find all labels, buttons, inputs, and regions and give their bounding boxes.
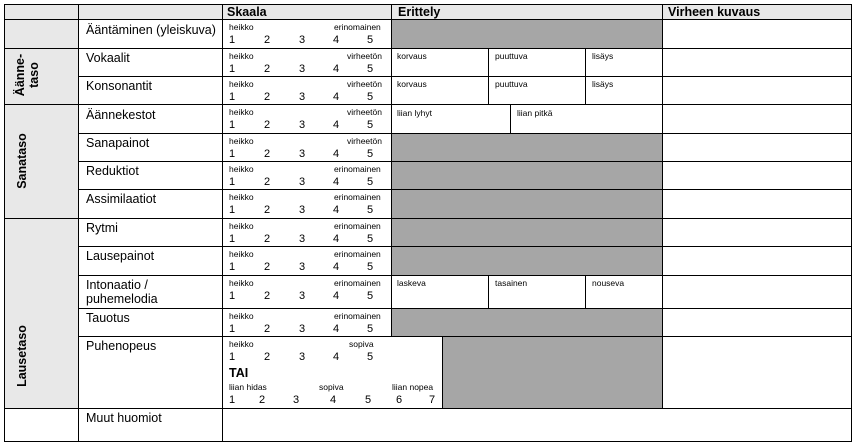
scale-number: 5 <box>367 323 374 335</box>
scale-high-label: erinomainen <box>334 311 381 321</box>
scale-too-slow-label: liian hidas <box>229 382 267 392</box>
row-label-vowels: Vokaalit <box>86 51 130 65</box>
scale-number: 1 <box>229 63 236 75</box>
scale-number: 4 <box>333 148 340 160</box>
scale-number: 4 <box>333 204 340 216</box>
scale-number: 1 <box>229 204 236 216</box>
scale-number: 4 <box>333 290 340 302</box>
scale-number: 4 <box>333 91 340 103</box>
scale-number: 1 <box>229 394 236 406</box>
scale-number: 3 <box>299 148 306 160</box>
or-label: TAI <box>229 366 249 380</box>
scale-number: 1 <box>229 148 236 160</box>
scale-number: 3 <box>299 261 306 273</box>
scale-too-fast-label: liian nopea <box>392 382 434 392</box>
row-label-pronunciation-overall: Ääntäminen (yleiskuva) <box>86 23 216 37</box>
header-error-description: Virheen kuvaus <box>668 5 761 19</box>
scale-number: 2 <box>264 261 271 273</box>
scale-high-label: virheetön <box>347 136 382 146</box>
scale-number: 2 <box>264 34 271 46</box>
scale-low-label: heikko <box>229 136 254 146</box>
scale-low-label: heikko <box>229 278 254 288</box>
scale-number: 1 <box>229 323 236 335</box>
scale-number: 5 <box>367 148 374 160</box>
table-border <box>4 4 852 442</box>
scale-low-label: heikko <box>229 107 254 117</box>
scale-low-label: heikko <box>229 311 254 321</box>
scale-low-label: heikko <box>229 339 254 349</box>
header-breakdown: Erittely <box>398 5 441 19</box>
scale-number: 2 <box>264 351 271 363</box>
scale-low-label: heikko <box>229 192 254 202</box>
header-scale: Skaala <box>227 5 267 19</box>
scale-number: 3 <box>299 34 306 46</box>
scale-high-label: erinomainen <box>334 164 381 174</box>
scale-number: 3 <box>299 204 306 216</box>
row-label-rhythm: Rytmi <box>86 221 118 235</box>
scale-low-label: heikko <box>229 51 254 61</box>
scale-low-label: heikko <box>229 249 254 259</box>
scale-number: 3 <box>299 233 306 245</box>
breakdown-too-long: liian pitkä <box>517 108 553 118</box>
scale-number: 5 <box>367 261 374 273</box>
scale-number: 4 <box>333 176 340 188</box>
scale-number: 5 <box>367 91 374 103</box>
scale-number: 2 <box>264 204 271 216</box>
scale-number: 2 <box>264 233 271 245</box>
scale-number: 3 <box>299 119 306 131</box>
row-label-pausing: Tauotus <box>86 311 130 325</box>
row-label-reductions: Reduktiot <box>86 164 139 178</box>
scale-number: 5 <box>367 233 374 245</box>
row-label-intonation-line2: puhemelodia <box>86 292 158 306</box>
scale-number: 2 <box>264 148 271 160</box>
scale-high-label: virheetön <box>347 107 382 117</box>
scale-number: 4 <box>333 233 340 245</box>
scale-number: 1 <box>229 233 236 245</box>
group-label-sentence-level: Lausetaso <box>15 325 29 387</box>
scale-high-label: sopiva <box>349 339 374 349</box>
scale-number: 7 <box>429 394 436 406</box>
scale-number: 5 <box>367 351 374 363</box>
scale-number: 2 <box>264 91 271 103</box>
row-label-sound-lengths: Äännekestot <box>86 108 156 122</box>
scale-low-label: heikko <box>229 79 254 89</box>
scale-suitable-label: sopiva <box>319 382 344 392</box>
scale-low-label: heikko <box>229 221 254 231</box>
scale-number: 4 <box>333 63 340 75</box>
scale-number: 4 <box>330 394 337 406</box>
scale-number: 4 <box>333 351 340 363</box>
scale-number: 4 <box>333 119 340 131</box>
row-label-other-remarks: Muut huomiot <box>86 411 162 425</box>
scale-high-label: erinomainen <box>334 22 381 32</box>
scale-high-label: virheetön <box>347 51 382 61</box>
group-label-word-level: Sanataso <box>15 133 29 189</box>
row-label-speech-rate: Puhenopeus <box>86 339 157 353</box>
row-label-consonants: Konsonantit <box>86 79 153 93</box>
scale-number: 6 <box>396 394 403 406</box>
scale-number: 2 <box>264 290 271 302</box>
breakdown-level: tasainen <box>495 278 528 288</box>
scale-high-label: erinomainen <box>334 278 381 288</box>
breakdown-addition: lisäys <box>592 79 614 89</box>
scale-number: 3 <box>299 351 306 363</box>
scale-number: 5 <box>367 176 374 188</box>
row-label-intonation: Intonaatio / <box>86 278 148 292</box>
scale-high-label: erinomainen <box>334 221 381 231</box>
scale-number: 2 <box>264 176 271 188</box>
scale-number: 4 <box>333 323 340 335</box>
breakdown-addition: lisäys <box>592 51 614 61</box>
breakdown-missing: puuttuva <box>495 51 528 61</box>
scale-number: 5 <box>367 34 374 46</box>
scale-number: 5 <box>367 204 374 216</box>
row-label-assimilations: Assimilaatiot <box>86 192 157 206</box>
scale-high-label: erinomainen <box>334 192 381 202</box>
scale-number: 1 <box>229 261 236 273</box>
scale-number: 5 <box>367 63 374 75</box>
breakdown-too-short: liian lyhyt <box>397 108 432 118</box>
row-label-sentence-stress: Lausepainot <box>86 249 155 263</box>
scale-number: 3 <box>299 176 306 188</box>
scale-high-label: erinomainen <box>334 249 381 259</box>
row-label-word-stress: Sanapainot <box>86 136 150 150</box>
scale-number: 1 <box>229 290 236 302</box>
scale-low-label: heikko <box>229 22 254 32</box>
scale-number: 3 <box>299 63 306 75</box>
scale-number: 3 <box>299 91 306 103</box>
scale-number: 1 <box>229 119 236 131</box>
scale-number: 3 <box>293 394 300 406</box>
scale-number: 1 <box>229 176 236 188</box>
scale-number: 4 <box>333 261 340 273</box>
scale-number: 2 <box>264 63 271 75</box>
breakdown-substitution: korvaus <box>397 51 427 61</box>
scale-number: 4 <box>333 34 340 46</box>
scale-number: 5 <box>367 290 374 302</box>
scale-number: 2 <box>264 119 271 131</box>
scale-number: 3 <box>299 323 306 335</box>
scale-number: 5 <box>365 394 372 406</box>
scale-number: 5 <box>367 119 374 131</box>
scale-low-label: heikko <box>229 164 254 174</box>
breakdown-missing: puuttuva <box>495 79 528 89</box>
scale-high-label: virheetön <box>347 79 382 89</box>
scale-number: 2 <box>264 323 271 335</box>
breakdown-falling: laskeva <box>397 278 426 288</box>
breakdown-rising: nouseva <box>592 278 625 288</box>
scale-number: 1 <box>229 34 236 46</box>
scale-number: 1 <box>229 351 236 363</box>
scale-number: 3 <box>299 290 306 302</box>
scale-number: 1 <box>229 91 236 103</box>
breakdown-substitution: korvaus <box>397 79 427 89</box>
scale-number: 2 <box>259 394 266 406</box>
group-label-sound-level: Äänne- taso <box>13 53 41 97</box>
